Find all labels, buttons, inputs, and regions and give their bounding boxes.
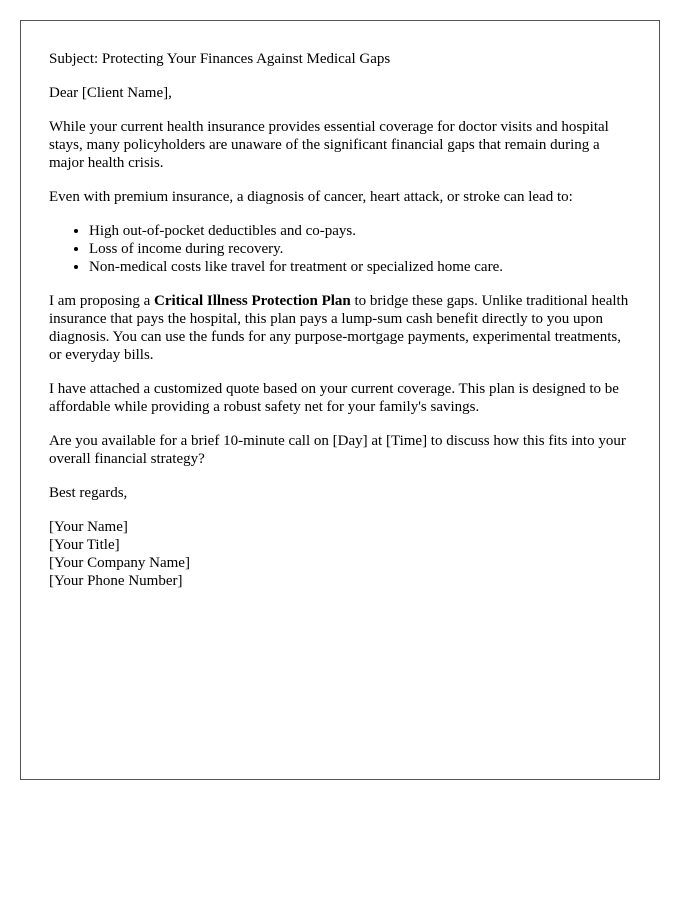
letter-document [20, 20, 660, 780]
signature-phone: [Your Phone Number] [49, 573, 183, 589]
paragraph-attached-quote: I have attached a customized quote based on your current coverage. This plan is designed to be affordable while providing a robust safety net for your family's savings. [49, 381, 619, 415]
signature-name: [Your Name] [49, 519, 128, 535]
letter-closing: Best regards, [49, 485, 128, 501]
proposal-intro: I am proposing a [49, 293, 154, 309]
signature-block [49, 518, 631, 590]
signature-title: [Your Title] [49, 537, 120, 553]
paragraph-proposal [49, 292, 631, 364]
letter-subject: Subject: Protecting Your Finances Against Medical Gaps [49, 51, 391, 67]
proposal-details: to bridge these gaps. Unlike traditional health insurance that pays the hospital, this plan pays a lump-sum cash benefit directly to you upon diagnosis. You can use the funds for any purpose-mortgage payments, experimental treatments, or everyday bills. [49, 293, 629, 363]
paragraph-coverage-gaps: While your current health insurance provides essential coverage for doctor visits and hospital stays, many policyholders are unaware of the significant financial gaps that remain during a major health crisis. [49, 119, 609, 171]
bullet-item-income-loss: • Loss of income during recovery. [89, 240, 631, 258]
paragraph-call-request: Are you available for a brief 10-minute call on [Day] at [Time] to discuss how this fits into your overall financial strategy? [49, 433, 626, 467]
bullet-item-deductibles: • High out-of-pocket deductibles and co-pays. [89, 222, 631, 240]
letter-salutation: Dear [Client Name], [49, 85, 172, 101]
cost-bullet-list [49, 222, 631, 276]
signature-company: [Your Company Name] [49, 555, 190, 571]
paragraph-diagnosis-costs: Even with premium insurance, a diagnosis of cancer, heart attack, or stroke can lead to: [49, 189, 573, 205]
plan-name: Critical Illness Protection Plan [153, 293, 351, 309]
bullet-item-non-medical-costs: • Non-medical costs like travel for treatment or specialized home care. [89, 258, 631, 276]
